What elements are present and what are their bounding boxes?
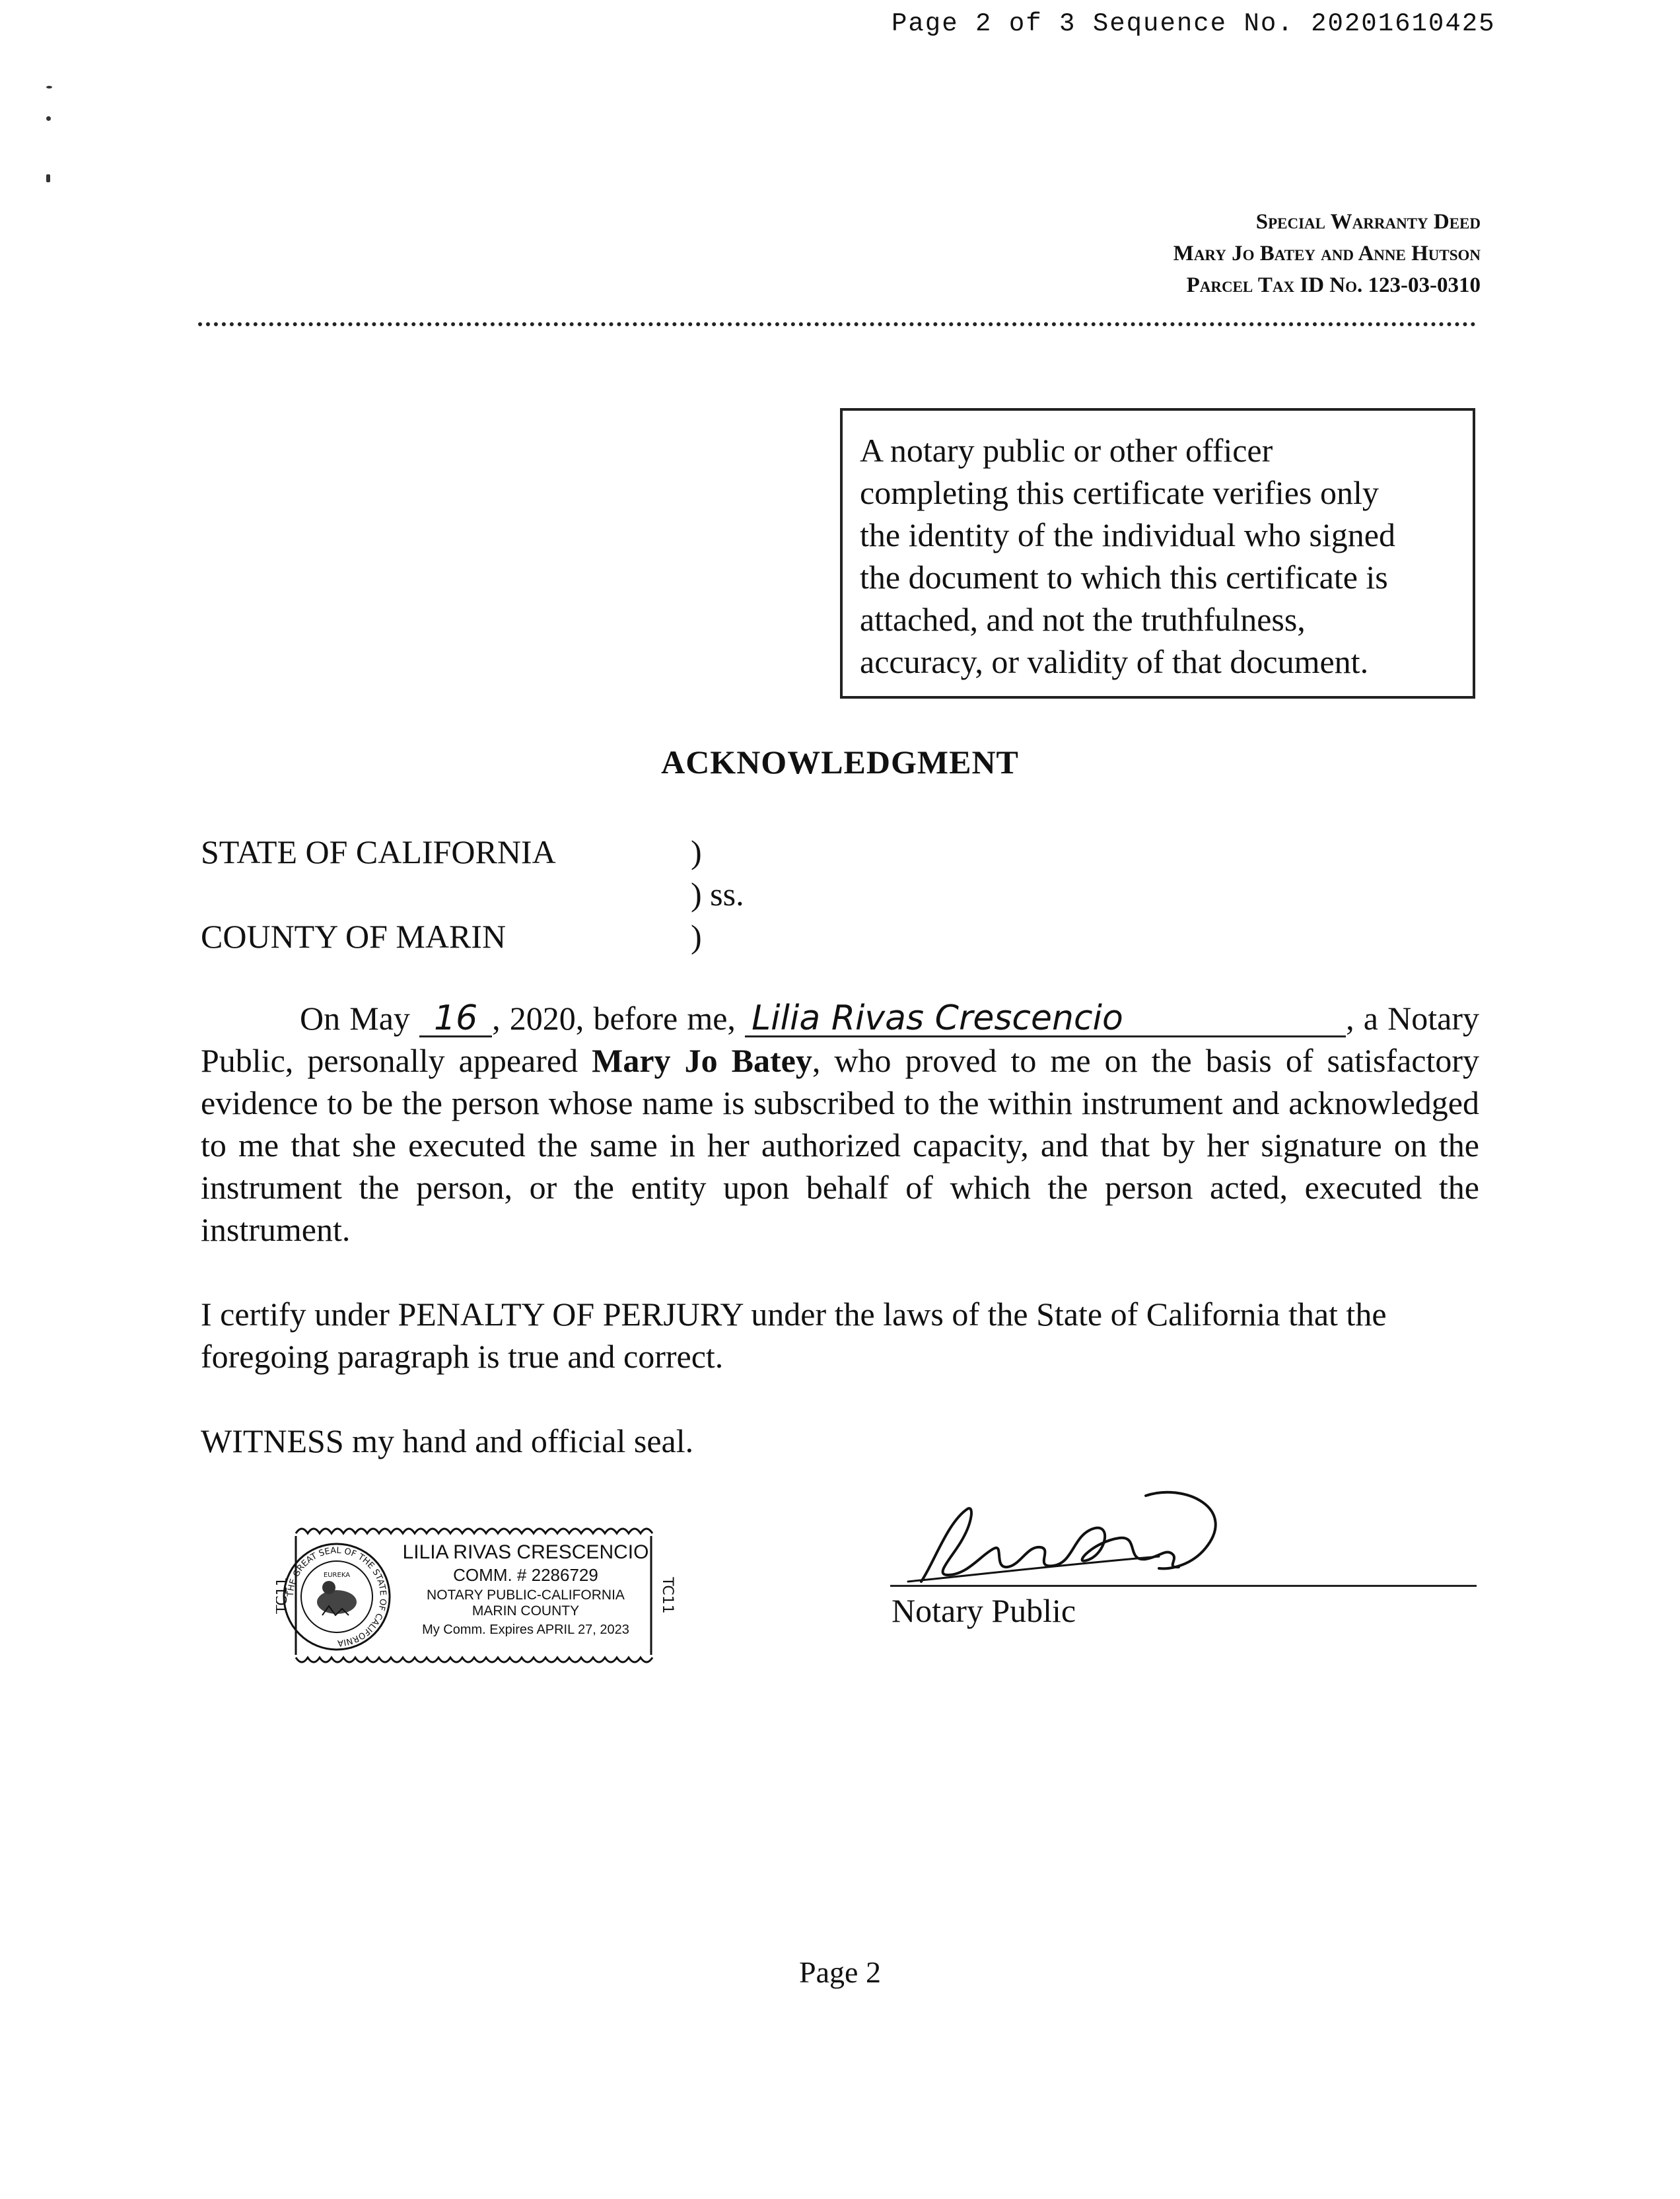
deed-parcel-id: Parcel Tax ID No. 123-03-0310 bbox=[1186, 273, 1481, 297]
scan-speck bbox=[46, 116, 51, 121]
ack-notary-name-handwritten: Lilia Rivas Crescencio bbox=[745, 1001, 1346, 1037]
seal-expiration: My Comm. Expires APRIL 27, 2023 bbox=[422, 1623, 629, 1637]
ack-person: Mary Jo Batey bbox=[592, 1042, 812, 1079]
ack-mid: Notary Public, personally appeared bbox=[201, 1000, 1480, 1079]
sequence-header: Page 2 of 3 Sequence No. 20201610425 bbox=[892, 9, 1496, 38]
notice-line: accuracy, or validity of that document. bbox=[860, 643, 1369, 680]
seal-county: MARIN COUNTY bbox=[472, 1603, 580, 1619]
venue-paren: ) bbox=[691, 918, 702, 955]
notice-line: attached, and not the truthfulness, bbox=[860, 601, 1306, 638]
ack-year: , 2020, before me, bbox=[492, 1000, 736, 1037]
acknowledgment-title: ACKNOWLEDGMENT bbox=[661, 744, 1019, 781]
scan-speck bbox=[46, 174, 50, 182]
seal-side-code-right: TC11 bbox=[659, 1577, 676, 1614]
perjury-certification: I certify under PENALTY OF PERJURY under the laws of the State of California that the foregoing paragraph is true and correct. bbox=[201, 1296, 1387, 1375]
venue-ss: ) ss. bbox=[691, 876, 744, 913]
seal-notary-name: LILIA RIVAS CRESCENCIO bbox=[402, 1541, 649, 1563]
notice-line: completing this certificate verifies only bbox=[860, 474, 1379, 511]
deed-header bbox=[1173, 206, 1481, 301]
notice-line: A notary public or other officer bbox=[860, 432, 1273, 469]
ack-day-handwritten: 16 bbox=[419, 1001, 492, 1037]
notary-seal-stamp bbox=[276, 1516, 680, 1669]
venue-state: STATE OF CALIFORNIA bbox=[201, 833, 556, 870]
signature-line bbox=[890, 1585, 1477, 1587]
witness-line: WITNESS my hand and official seal. bbox=[201, 1422, 694, 1459]
acknowledgment-paragraph bbox=[201, 997, 1479, 1251]
seal-side-code-left: TC11 bbox=[276, 1577, 291, 1614]
venue-paren: ) bbox=[691, 833, 702, 870]
deed-title: Special Warranty Deed bbox=[1255, 210, 1481, 234]
deed-parties: Mary Jo Batey and Anne Hutson bbox=[1173, 242, 1481, 265]
ack-rest: , who proved to me on the basis of satisfactory evidence to be the person whose name is subscribed to the within instrument and acknowledged to me that she executed the same in her authorized capacity, and that by her signature on the instrument the person, or the entity upon behalf of which the person acted, executed the instrument. bbox=[201, 1042, 1480, 1248]
notary-signature-image bbox=[895, 1483, 1238, 1595]
seal-ring-text: THE GREAT SEAL OF THE STATE OF CALIFORNIA bbox=[285, 1545, 388, 1648]
ack-a: , a bbox=[1346, 1000, 1378, 1037]
notice-line: the identity of the individual who signed bbox=[860, 516, 1395, 553]
signature-label: Notary Public bbox=[892, 1592, 1076, 1629]
page-number: Page 2 bbox=[799, 1955, 881, 1989]
seal-notary-title: NOTARY PUBLIC-CALIFORNIA bbox=[427, 1588, 625, 1603]
seal-motto: EUREKA bbox=[323, 1572, 351, 1579]
venue-county: COUNTY OF MARIN bbox=[201, 918, 507, 955]
scan-speck bbox=[46, 86, 52, 88]
dotted-divider bbox=[198, 322, 1476, 326]
ack-on: On May bbox=[300, 1000, 410, 1037]
seal-commission-number: COMM. # 2286729 bbox=[453, 1565, 598, 1585]
notice-line: the document to which this certificate is bbox=[860, 559, 1388, 596]
notary-notice-box bbox=[840, 408, 1475, 699]
